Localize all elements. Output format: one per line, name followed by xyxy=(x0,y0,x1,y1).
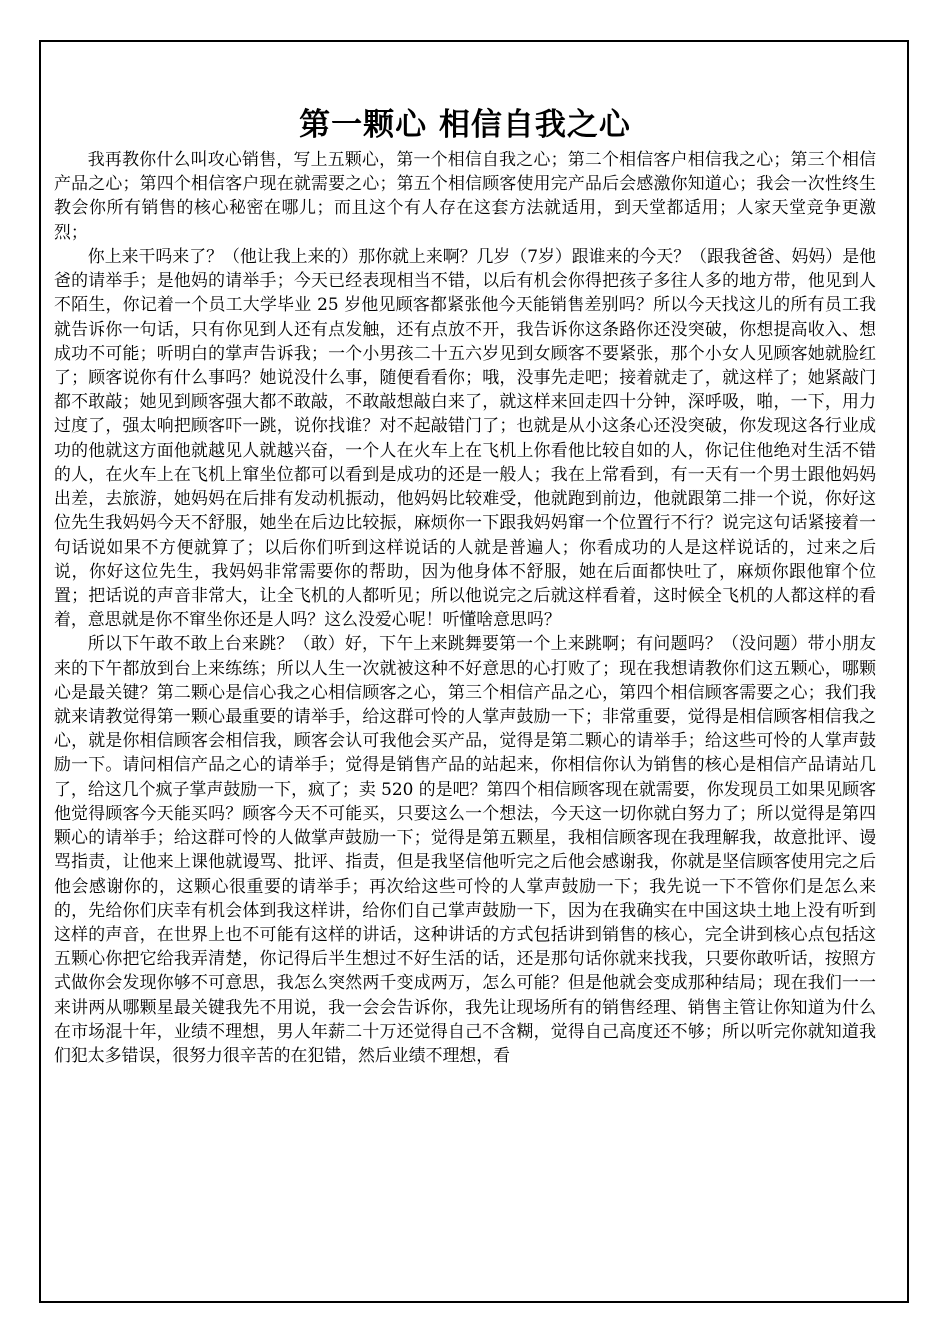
paragraph-1: 我再教你什么叫攻心销售，写上五颗心，第一个相信自我之心；第二个相信客户相信我之心；第三个相信产品之心；第四个相信客户现在就需要之心；第五个相信顾客使用完产品后会感激你知道心；我会一次性终生教会你所有销售的核心秘密在哪儿；而且这个有人存在这套方法就适用，到天堂都适用；人家天堂竞争更激烈； xyxy=(54,149,876,242)
document-content xyxy=(54,103,876,1067)
paragraph-2: 你上来干吗来了？（他让我上来的）那你就上来啊？几岁（7岁）跟谁来的今天？（跟我爸爸、妈妈）是他爸的请举手；是他妈的请举手；今天已经表现相当不错，以后有机会你得把孩子多往人多的地方带，他见到人不陌生，你记着一个员工大学毕业 25 岁他见顾客都紧张他今天能销售差别吗？所以今天找这儿的所有员工我就告诉你一句话，只有你见到人还有点发触，还有点放不开，我告诉你这条路你还没突破，你想提高收入、想成功不可能；听明白的掌声告诉我；一个小男孩二十五六岁见到女顾客不要紧张，那个小女人见顾客她就脸红了；顾客说你有什么事吗？她说没什么事，随便看看你；哦，没事先走吧；接着就走了，就这样了；她紧敲门都不敢敲；她见到顾客强大都不敢敲，不敢敲想敲白来了，就这样来回走四十分钟，深呼吸，啪，一下，用力过度了，强太响把顾客吓一跳，说你找谁？对不起敲错门了；也就是从小这条心还没突破，你发现这各行业成功的他就这方面他就越见人就越兴奋，一个人在火车上在飞机上你看他比较自如的人，你记住他绝对生活不错的人，在火车上在飞机上窜坐位都可以看到是成功的还是一般人；我在上常看到，有一天有一个男士跟他妈妈出差，去旅游，她妈妈在后排有发动机振动，他妈妈比较难受，他就跑到前边，他就跟第二排一个说，你好这位先生我妈妈今天不舒服，她坐在后边比较振，麻烦你一下跟我妈妈窜一个位置行不行？说完这句话紧接着一句话说如果不方便就算了；以后你们听到这样说话的人就是普遍人；你看成功的人是这样说话的，过来之后说，你好这位先生，我妈妈非常需要你的帮助，因为他身体不舒服，她在后面都快吐了，麻烦你跟他窜个位置；把话说的声音非常大，让全飞机的人都听见；所以他说完之后就这样看着，这时候全飞机的人都这样的看着，意思就是你不窜坐你还是人吗？这么没爱心呢！听懂啥意思吗？ xyxy=(54,245,876,630)
document-title: 第一颗心 相信自我之心 xyxy=(299,107,631,143)
document-body xyxy=(54,147,876,1067)
paragraph-3: 所以下午敢不敢上台来跳？（敢）好，下午上来跳舞要第一个上来跳啊；有问题吗？（没问题）带小朋友来的下午都放到台上来练练；所以人生一次就被这种不好意思的心打败了；现在我想请教你们这五颗心，哪颗心是最关键？第二颗心是信心我之心相信顾客之心，第三个相信产品之心，第四个相信顾客需要之心；我们我就来请教觉得第一颗心最重要的请举手，给这群可怜的人掌声鼓励一下；非常重要，觉得是相信顾客相信我之心，就是你相信顾客会相信我，顾客会认可我他会买产品，觉得是第二颗心的请举手；给这些可怜的人掌声鼓励一下。请问相信产品之心的请举手；觉得是销售产品的站起来，你相信你认为销售的核心是相信产品请站几了，给这几个疯子掌声鼓励一下，疯了；卖 520 的是吧？第四个相信顾客现在就需要，你发现员工如果见顾客他觉得顾客今天能买吗？顾客今天不可能买，只要这么一个想法，今天这一切你就白努力了；所以觉得是第四颗心的请举手；给这群可怜的人做掌声鼓励一下；觉得是第五颗星，我相信顾客现在我理解我，故意批评、谩骂指责，让他来上课他就谩骂、批评、指责，但是我坚信他听完之后他会感谢我，你就是坚信顾客使用完之后他会感谢你的，这颗心很重要的请举手；再次给这些可怜的人掌声鼓励一下；我先说一下不管你们是怎么来的，先给你们庆幸有机会体到我这样讲，给你们自己掌声鼓励一下，因为在我确实在中国这块土地上没有听到这样的声音，在世界上也不可能有这样的讲话，这种讲话的方式包括讲到销售的核心，完全讲到核心点包括这五颗心你把它给我弄清楚，你记得后半生想过不好生活的话，还是那句话你就来找我，只要你敢听话，按照方式做你会发现你够不可意思，我怎么突然两千变成两万，怎么可能？但是他就会变成那种结局；现在我们一一来讲两从哪颗星最关键我先不用说，我一会会告诉你，我先让现场所有的销售经理、销售主管让你知道为什么在市场混十年，业绩不理想，男人年薪二十万还觉得自己不含糊，觉得自己高度还不够；所以听完你就知道我们犯太多错误，很努力很辛苦的在犯错，然后业绩不理想，看 xyxy=(54,633,876,1066)
